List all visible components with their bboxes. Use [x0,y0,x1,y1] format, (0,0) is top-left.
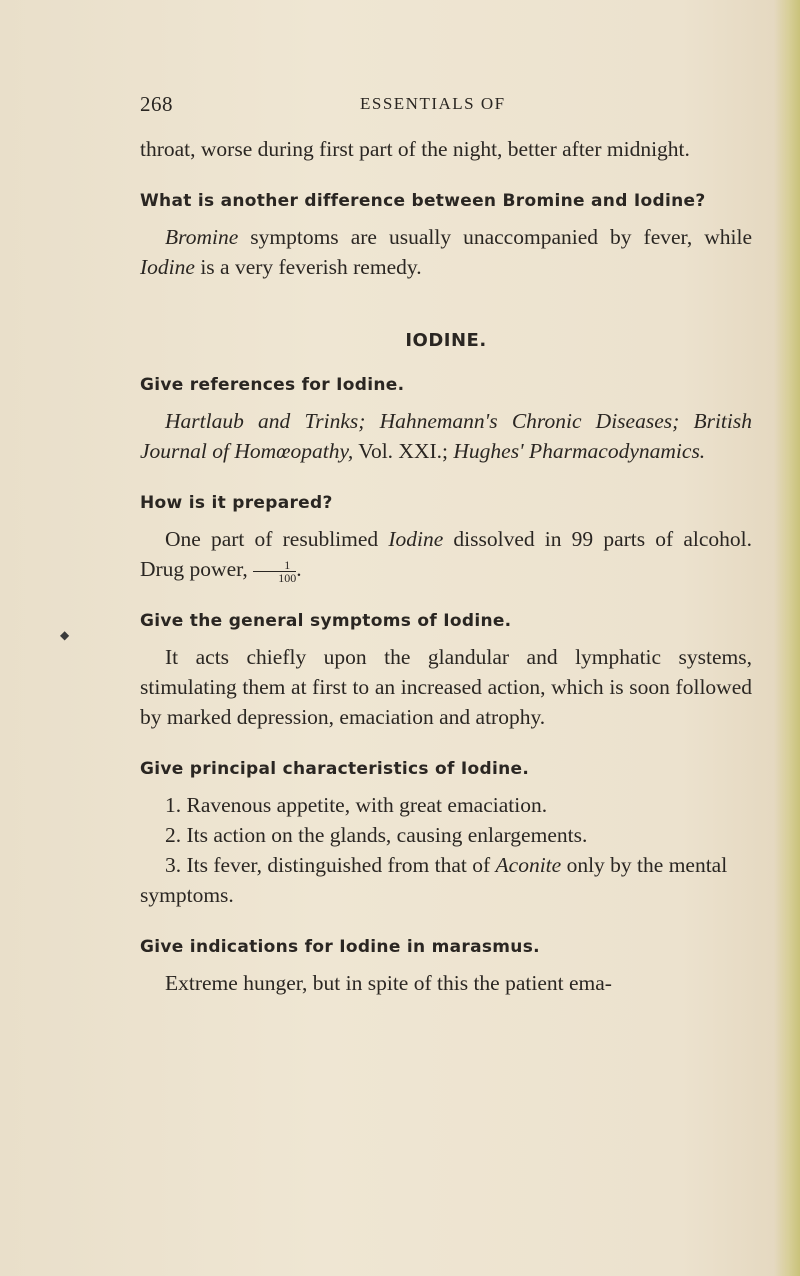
page-header [140,92,750,122]
answer-marasmus: Extreme hunger, but in spite of this the patient ema- [165,971,612,995]
question-prepared: How is it prepared? [140,493,333,513]
margin-mark: ◆ [60,628,70,642]
question-marasmus: Give indications for Iodine in marasmus. [140,937,540,957]
page-edge-discoloration [774,0,800,1276]
section-heading: IODINE. [405,330,487,351]
page-number: 268 [140,92,173,116]
term-iodine: Iodine [140,255,195,279]
page-body [140,134,752,998]
question-characteristics: Give principal characteristics of Iodine. [140,759,530,779]
question-general-symptoms: Give the general symptoms of Iodine. [140,611,512,631]
intro-paragraph: throat, worse during first part of the night, better after midnight. [140,137,690,161]
term-bromine: Bromine [165,225,239,249]
answer-prepared: One part of resublimed Iodine dissolved in 99 parts of alcohol. Drug power, $\frac{1}{100}$ . [140,527,752,585]
drug-power-fraction: $\frac{1}{100}$ [253,559,296,584]
characteristic-item-3: 3. Its fever, distinguished from that of Aconite only by the mental symptoms. [140,853,728,907]
question-references: Give references for Iodine. [140,375,405,395]
running-title: ESSENTIALS OF [360,94,506,113]
characteristic-item-1: 1. Ravenous appetite, with great emaciation. [165,793,548,817]
answer-references: Hartlaub and Trinks; Hahnemann's Chronic Diseases; British Journal of Homœopathy, Vol. XXI.; Hughes' Pharmacodynamics. [140,409,752,463]
answer-difference: Bromine symptoms are usually unaccompanied by fever, while Iodine is a very feverish remedy. [140,225,752,279]
characteristic-item-2: 2. Its action on the glands, causing enlargements. [165,823,588,847]
answer-general-symptoms: It acts chiefly upon the glandular and lymphatic systems, stimulating them at first to an increased action, which is soon followed by marked depression, emaciation and atrophy. [140,645,752,729]
question-difference: What is another difference between Bromine and Iodine? [140,191,706,211]
